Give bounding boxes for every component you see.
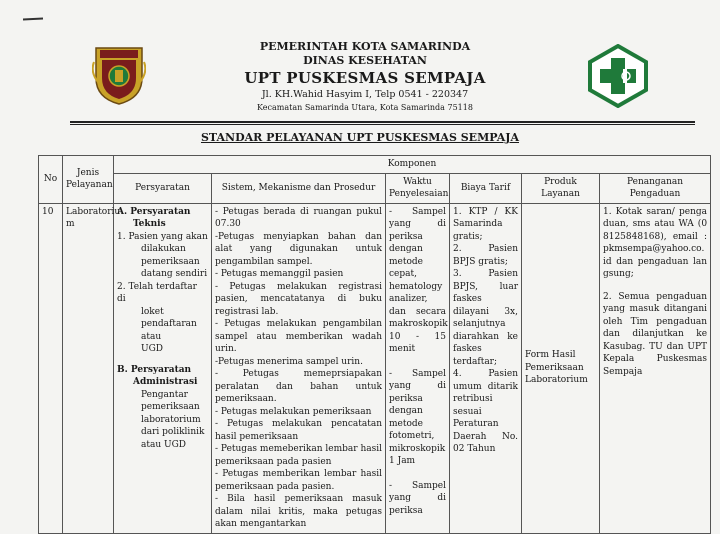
req-a-item: dilakukan [141, 244, 186, 254]
cell-no: 10 [39, 203, 63, 533]
col-header-jenis: Jenis Pelayanan [63, 156, 114, 204]
procedure-step: - Petugas melakukan pemeriksaan [215, 406, 372, 417]
procedure-step: - Petugas melakukan registrasi pasien, mencatatanya di buku registrasi lab. [215, 281, 382, 317]
req-b-line: dari poliklinik [141, 427, 205, 437]
req-a-item: pendaftaran atau [141, 319, 197, 342]
procedure-step: - Petugas memanggil pasien [215, 269, 344, 279]
letterhead [200, 40, 530, 113]
fee-item: 3. Pasien BPJS, luar faskes dilayani 3x, selanjutnya diarahkan ke faskes terdaftar; [453, 269, 518, 367]
col-header-persyaratan: Persyaratan [114, 173, 212, 203]
product-text: Form Hasil Pemeriksaan Laboratorium [525, 350, 588, 386]
req-a-title: A. Persyaratan [117, 206, 191, 217]
req-b-line: pemeriksaan [141, 402, 200, 412]
pen-mark [23, 17, 43, 20]
req-a-item: datang sendiri [141, 269, 208, 279]
req-a-item: 2. Telah terdaftar di [117, 281, 197, 304]
req-a-item: 1. Pasien yang akan [117, 231, 208, 242]
gov-line: PEMERINTAH KOTA SAMARINDA [259, 40, 471, 53]
time-item: - Sampel yang di periksa dengan metode fotometri, mikroskopik 1 Jam [389, 368, 446, 466]
procedure-step: - Bila hasil pemeriksaan masuk dalam nilai kritis, maka petugas akan mengantarkan [215, 494, 382, 529]
req-b-line: atau UGD [141, 439, 186, 450]
complaint-item: 1. Kotak saran/ pengaduan, sms atau WA (08125848168), email : pkmsempa@yahoo.co.id dan pengaduan langsung; [603, 206, 708, 279]
req-a-item: UGD [141, 344, 163, 354]
procedure-step: - Petugas melakukan pencatatan hasil pemeriksaan [215, 419, 382, 442]
header-rule-thin [70, 124, 695, 125]
fee-item: 1. KTP / KK Samarinda gratis; [453, 206, 518, 242]
req-a-item: loket [141, 306, 164, 317]
cell-persyaratan [114, 203, 212, 533]
samarinda-crest-logo [92, 42, 146, 106]
cell-waktu [386, 203, 450, 533]
cell-biaya [450, 203, 522, 533]
cell-jenis: Laboratoriu m [63, 203, 114, 533]
time-item: - Sampel yang di periksa [389, 480, 446, 516]
procedure-step: - Petugas memberikan lembar hasil pemeriksaan pada pasien. [215, 469, 382, 492]
procedure-step: - Petugas memeberikan lembar hasil pemeriksaan pada pasien [215, 444, 382, 467]
address-line: Jl. KH.Wahid Hasyim I, Telp 0541 - 220347 [261, 89, 469, 100]
col-header-biaya: Biaya Tarif [450, 173, 522, 203]
procedure-step: - Petugas berada di ruangan pukul 07.30 [215, 206, 382, 229]
org-name: UPT PUSKESMAS SEMPAJA [244, 69, 486, 87]
req-b-title2: Administrasi [133, 377, 198, 387]
col-header-komponen: Komponen [114, 156, 711, 174]
cell-penanganan [600, 203, 711, 533]
district-line: Kecamatan Samarinda Utara, Kota Samarinda 75118 [257, 103, 473, 112]
req-b-title: B. Persyaratan [117, 364, 192, 375]
col-header-no: No [39, 156, 63, 204]
col-header-produk: Produk Layanan [522, 173, 600, 203]
fee-item: 4. Pasien umum ditarik retribusi sesuai Peraturan Daerah No. 02 Tahun [453, 369, 518, 454]
dept-line: DINAS KESEHATAN [303, 54, 427, 67]
procedure-step: - Petugas memeprsiapakan peralatan dan bahan untuk pemeriksaan. [215, 369, 382, 404]
header-rule-thick [70, 121, 695, 123]
procedure-step: -Petugas menyiapkan bahan dan alat yang digunakan untuk pengambilan sampel. [215, 231, 382, 267]
complaint-item: 2. Semua pengaduan yang masuk ditangani oleh Tim pengaduan dan dilanjutkan ke Kasubag. TU dan UPT Kepala Puskesmas Sempaja [603, 291, 708, 377]
procedure-step: -Petugas menerima sampel urin. [215, 356, 363, 367]
req-a-item: pemeriksaan [141, 256, 200, 267]
service-standard-table [38, 155, 711, 534]
document-title: STANDAR PELAYANAN UPT PUSKESMAS SEMPAJA [200, 131, 519, 144]
col-header-waktu: Waktu Penyelesaian [386, 173, 450, 203]
procedure-step: - Petugas melakukan pengambilan sampel atau memberikan wadah urin. [215, 319, 382, 354]
req-a-title2: Teknis [133, 219, 166, 229]
puskesmas-logo [588, 44, 648, 108]
col-header-sistem: Sistem, Mekanisme dan Prosedur [212, 173, 386, 203]
fee-item: 2. Pasien BPJS gratis; [453, 244, 518, 267]
table-row [39, 203, 711, 533]
req-b-line: laboratorium [141, 414, 201, 425]
time-item: - Sampel yang di periksa dengan metode cepat, hematology analizer, dan secara makroskopik 10 - 15 menit [389, 206, 448, 354]
cell-produk [522, 203, 600, 533]
col-header-penanganan: Penanganan Pengaduan [600, 173, 711, 203]
cell-sistem [212, 203, 386, 533]
req-b-line: Pengantar [141, 389, 188, 400]
